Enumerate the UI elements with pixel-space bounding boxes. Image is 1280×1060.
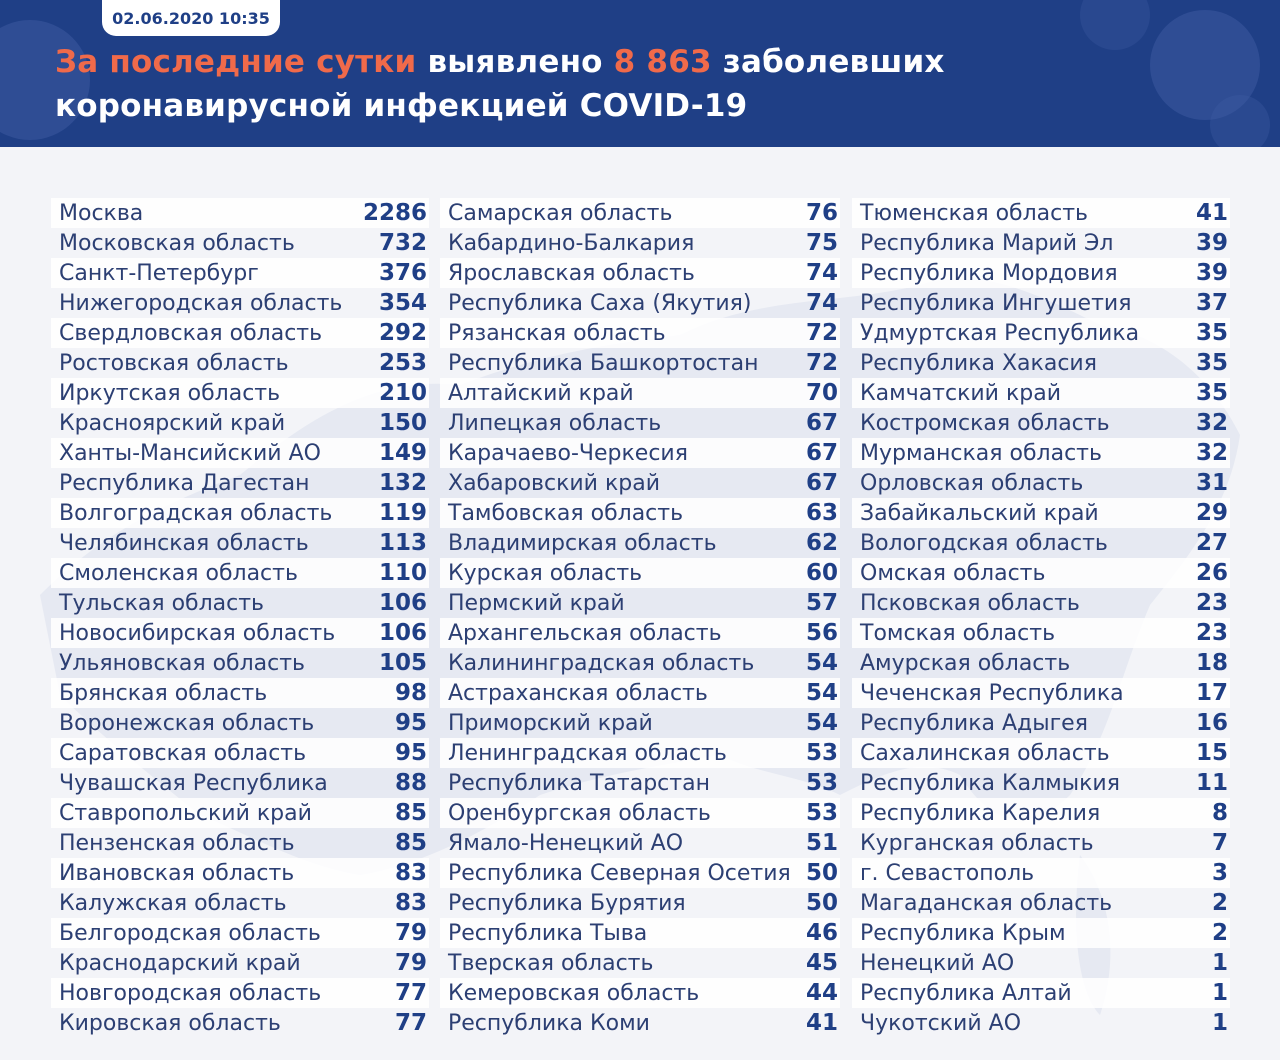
region-name: Республика Крым (860, 920, 1066, 946)
region-name: Сахалинская область (860, 740, 1110, 766)
table-row (440, 528, 840, 558)
region-name: Кабардино-Балкария (448, 230, 695, 256)
region-name: Тюменская область (860, 200, 1089, 226)
region-name: Республика Хакасия (860, 350, 1097, 376)
region-name: Республика Карелия (860, 800, 1101, 826)
region-name: Кировская область (59, 1010, 281, 1036)
region-name: Томская область (860, 620, 1056, 646)
region-column-3 (852, 198, 1230, 1038)
region-name: Оренбургская область (448, 800, 711, 826)
case-count: 8 (1211, 800, 1228, 826)
table-row (51, 648, 429, 678)
table-row (51, 588, 429, 618)
case-count: 16 (1195, 710, 1228, 736)
case-count: 110 (378, 560, 427, 586)
case-count: 53 (805, 740, 838, 766)
table-row (51, 708, 429, 738)
table-row (440, 288, 840, 318)
region-name: Ярославская область (448, 260, 695, 286)
region-name: Курганская область (860, 830, 1094, 856)
region-name: Республика Марий Эл (860, 230, 1114, 256)
table-row (51, 1008, 429, 1038)
case-count: 83 (394, 890, 427, 916)
region-name: Липецкая область (448, 410, 662, 436)
region-name: Магаданская область (860, 890, 1113, 916)
case-count: 35 (1195, 350, 1228, 376)
region-name: Алтайский край (448, 380, 634, 406)
table-row (852, 378, 1230, 408)
region-column-1 (51, 198, 429, 1038)
case-count: 3 (1211, 860, 1228, 886)
case-count: 119 (378, 500, 427, 526)
case-count: 46 (805, 920, 838, 946)
case-count: 72 (805, 320, 838, 346)
table-row (852, 738, 1230, 768)
table-row (852, 198, 1230, 228)
case-count: 132 (378, 470, 427, 496)
region-name: Псковская область (860, 590, 1080, 616)
case-count: 354 (378, 290, 427, 316)
case-count: 44 (805, 980, 838, 1006)
table-row (852, 468, 1230, 498)
region-name: Пермский край (448, 590, 625, 616)
case-count: 51 (805, 830, 838, 856)
case-count: 23 (1195, 590, 1228, 616)
table-row (852, 228, 1230, 258)
case-count: 149 (378, 440, 427, 466)
region-name: Ямало-Ненецкий АО (448, 830, 684, 856)
case-count: 56 (805, 620, 838, 646)
table-row (852, 918, 1230, 948)
table-row (440, 258, 840, 288)
case-count: 106 (378, 590, 427, 616)
table-row (440, 948, 840, 978)
case-count: 83 (394, 860, 427, 886)
case-count: 31 (1195, 470, 1228, 496)
table-row (440, 618, 840, 648)
table-row (852, 288, 1230, 318)
region-name: Кемеровская область (448, 980, 700, 1006)
region-name: Забайкальский край (860, 500, 1099, 526)
region-name: Тверская область (448, 950, 654, 976)
table-row (51, 348, 429, 378)
table-row (440, 198, 840, 228)
headline-count: 8 863 (613, 44, 712, 80)
case-count: 18 (1195, 650, 1228, 676)
table-row (852, 648, 1230, 678)
table-row (51, 828, 429, 858)
table-row (852, 588, 1230, 618)
table-row (440, 558, 840, 588)
case-count: 35 (1195, 320, 1228, 346)
region-name: Амурская область (860, 650, 1071, 676)
case-count: 76 (805, 200, 838, 226)
region-name: г. Севастополь (860, 860, 1035, 886)
case-count: 23 (1195, 620, 1228, 646)
case-count: 41 (1195, 200, 1228, 226)
region-name: Республика Коми (448, 1010, 650, 1036)
case-count: 11 (1195, 770, 1228, 796)
case-count: 67 (805, 440, 838, 466)
table-row (440, 588, 840, 618)
header-banner (0, 0, 1280, 147)
table-row (440, 1008, 840, 1038)
table-row (852, 438, 1230, 468)
case-count: 41 (805, 1010, 838, 1036)
table-row (51, 258, 429, 288)
table-row (852, 498, 1230, 528)
region-name: Москва (59, 200, 144, 226)
case-count: 1 (1211, 950, 1228, 976)
region-name: Чувашская Республика (59, 770, 328, 796)
table-row (51, 408, 429, 438)
region-name: Воронежская область (59, 710, 315, 736)
region-name: Республика Мордовия (860, 260, 1118, 286)
region-name: Орловская область (860, 470, 1084, 496)
case-count: 113 (378, 530, 427, 556)
table-row (440, 918, 840, 948)
region-name: Калужская область (59, 890, 287, 916)
region-name: Тамбовская область (448, 500, 684, 526)
region-name: Владимирская область (448, 530, 717, 556)
region-name: Ивановская область (59, 860, 295, 886)
case-count: 85 (394, 800, 427, 826)
case-count: 88 (394, 770, 427, 796)
table-row (852, 678, 1230, 708)
region-name: Чукотский АО (860, 1010, 1022, 1036)
case-count: 74 (805, 290, 838, 316)
case-count: 732 (378, 230, 427, 256)
region-name: Приморский край (448, 710, 653, 736)
table-row (852, 258, 1230, 288)
region-name: Астраханская область (448, 680, 708, 706)
case-count: 85 (394, 830, 427, 856)
case-count: 74 (805, 260, 838, 286)
case-count: 98 (394, 680, 427, 706)
case-count: 1 (1211, 1010, 1228, 1036)
table-row (440, 348, 840, 378)
region-column-2 (440, 198, 840, 1038)
table-row (51, 798, 429, 828)
case-count: 45 (805, 950, 838, 976)
table-row (852, 408, 1230, 438)
region-name: Саратовская область (59, 740, 307, 766)
table-row (51, 498, 429, 528)
region-name: Республика Ингушетия (860, 290, 1132, 316)
region-name: Республика Дагестан (59, 470, 310, 496)
case-count: 79 (394, 950, 427, 976)
case-count: 50 (805, 860, 838, 886)
table-row (51, 438, 429, 468)
headline-line2: коронавирусной инфекцией COVID-19 (55, 88, 748, 124)
region-name: Свердловская область (59, 320, 323, 346)
case-count: 54 (805, 650, 838, 676)
table-row (440, 498, 840, 528)
region-name: Тульская область (59, 590, 265, 616)
table-row (440, 828, 840, 858)
region-name: Республика Саха (Якутия) (448, 290, 752, 316)
table-row (51, 678, 429, 708)
date-label: 02.06.2020 10:35 (102, 0, 280, 36)
case-count: 95 (394, 710, 427, 736)
region-name: Калининградская область (448, 650, 755, 676)
region-name: Республика Калмыкия (860, 770, 1120, 796)
table-row (852, 558, 1230, 588)
region-name: Ханты-Мансийский АО (59, 440, 321, 466)
case-count: 63 (805, 500, 838, 526)
region-name: Брянская область (59, 680, 268, 706)
case-count: 1 (1211, 980, 1228, 1006)
region-name: Республика Тыва (448, 920, 648, 946)
region-name: Омская область (860, 560, 1046, 586)
table-row (51, 198, 429, 228)
region-name: Республика Башкортостан (448, 350, 759, 376)
table-row (852, 828, 1230, 858)
region-name: Хабаровский край (448, 470, 660, 496)
table-row (51, 228, 429, 258)
headline-mid: выявлено (416, 44, 614, 80)
case-count: 50 (805, 890, 838, 916)
region-name: Республика Бурятия (448, 890, 686, 916)
case-count: 75 (805, 230, 838, 256)
region-name: Архангельская область (448, 620, 722, 646)
table-row (852, 978, 1230, 1008)
case-count: 77 (394, 1010, 427, 1036)
table-row (51, 618, 429, 648)
virus-decoration-icon (1210, 95, 1270, 147)
region-name: Вологодская область (860, 530, 1108, 556)
table-row (51, 738, 429, 768)
region-name: Ленинградская область (448, 740, 727, 766)
case-count: 62 (805, 530, 838, 556)
region-name: Удмуртская Республика (860, 320, 1140, 346)
region-name: Пензенская область (59, 830, 295, 856)
case-count: 67 (805, 470, 838, 496)
region-name: Республика Северная Осетия (448, 860, 791, 886)
case-count: 2 (1211, 920, 1228, 946)
table-row (440, 378, 840, 408)
table-row (51, 558, 429, 588)
table-row (440, 978, 840, 1008)
table-row (440, 318, 840, 348)
region-name: Новосибирская область (59, 620, 336, 646)
case-count: 105 (378, 650, 427, 676)
case-count: 70 (805, 380, 838, 406)
table-row (51, 468, 429, 498)
case-count: 72 (805, 350, 838, 376)
table-row (440, 858, 840, 888)
table-row (440, 678, 840, 708)
region-name: Рязанская область (448, 320, 666, 346)
region-name: Костромская область (860, 410, 1110, 436)
case-count: 2 (1211, 890, 1228, 916)
case-count: 17 (1195, 680, 1228, 706)
region-name: Нижегородская область (59, 290, 343, 316)
table-row (51, 318, 429, 348)
table-row (51, 918, 429, 948)
table-row (440, 888, 840, 918)
region-name: Ульяновская область (59, 650, 306, 676)
table-row (440, 468, 840, 498)
region-name: Московская область (59, 230, 295, 256)
case-count: 54 (805, 680, 838, 706)
case-count: 32 (1195, 440, 1228, 466)
table-row (852, 348, 1230, 378)
table-row (51, 888, 429, 918)
table-row (440, 228, 840, 258)
table-row (51, 768, 429, 798)
case-count: 79 (394, 920, 427, 946)
case-count: 106 (378, 620, 427, 646)
table-row (440, 408, 840, 438)
table-row (852, 768, 1230, 798)
case-count: 253 (378, 350, 427, 376)
case-count: 67 (805, 410, 838, 436)
region-name: Республика Татарстан (448, 770, 710, 796)
table-row (51, 528, 429, 558)
case-count: 60 (805, 560, 838, 586)
region-name: Самарская область (448, 200, 673, 226)
case-count: 57 (805, 590, 838, 616)
region-name: Белгородская область (59, 920, 321, 946)
table-row (51, 378, 429, 408)
case-count: 150 (378, 410, 427, 436)
table-row (440, 438, 840, 468)
case-count: 39 (1195, 230, 1228, 256)
table-row (852, 318, 1230, 348)
region-name: Ненецкий АО (860, 950, 1015, 976)
table-row (51, 858, 429, 888)
region-name: Республика Алтай (860, 980, 1072, 1006)
table-row (51, 978, 429, 1008)
case-count: 95 (394, 740, 427, 766)
case-count: 15 (1195, 740, 1228, 766)
region-name: Ростовская область (59, 350, 289, 376)
table-row (440, 708, 840, 738)
table-row (852, 1008, 1230, 1038)
case-count: 292 (378, 320, 427, 346)
region-name: Смоленская область (59, 560, 298, 586)
case-count: 32 (1195, 410, 1228, 436)
case-count: 77 (394, 980, 427, 1006)
headline-rest: заболевших (711, 44, 945, 80)
case-count: 53 (805, 770, 838, 796)
table-row (852, 888, 1230, 918)
table-row (51, 288, 429, 318)
region-name: Санкт-Петербург (59, 260, 259, 286)
region-name: Краснодарский край (59, 950, 301, 976)
region-name: Карачаево-Черкесия (448, 440, 688, 466)
headline (55, 40, 1155, 128)
case-count: 53 (805, 800, 838, 826)
case-count: 7 (1211, 830, 1228, 856)
region-name: Республика Адыгея (860, 710, 1088, 736)
case-count: 26 (1195, 560, 1228, 586)
table-row (440, 738, 840, 768)
region-name: Новгородская область (59, 980, 322, 1006)
case-count: 27 (1195, 530, 1228, 556)
headline-accent: За последние сутки (55, 44, 417, 80)
case-count: 35 (1195, 380, 1228, 406)
region-name: Камчатский край (860, 380, 1061, 406)
table-row (440, 648, 840, 678)
table-row (51, 948, 429, 978)
region-name: Курская область (448, 560, 643, 586)
table-row (852, 708, 1230, 738)
table-row (440, 768, 840, 798)
case-count: 39 (1195, 260, 1228, 286)
table-row (852, 528, 1230, 558)
case-count: 210 (378, 380, 427, 406)
region-name: Ставропольский край (59, 800, 312, 826)
region-name: Иркутская область (59, 380, 281, 406)
region-name: Чеченская Республика (860, 680, 1124, 706)
region-name: Волгоградская область (59, 500, 333, 526)
table-row (852, 858, 1230, 888)
table-row (852, 798, 1230, 828)
table-row (852, 618, 1230, 648)
case-count: 29 (1195, 500, 1228, 526)
region-name: Мурманская область (860, 440, 1102, 466)
table-row (440, 798, 840, 828)
table-row (852, 948, 1230, 978)
region-name: Красноярский край (59, 410, 286, 436)
case-count: 37 (1195, 290, 1228, 316)
region-name: Челябинская область (59, 530, 309, 556)
case-count: 376 (378, 260, 427, 286)
case-count: 54 (805, 710, 838, 736)
case-count: 2286 (362, 200, 427, 226)
